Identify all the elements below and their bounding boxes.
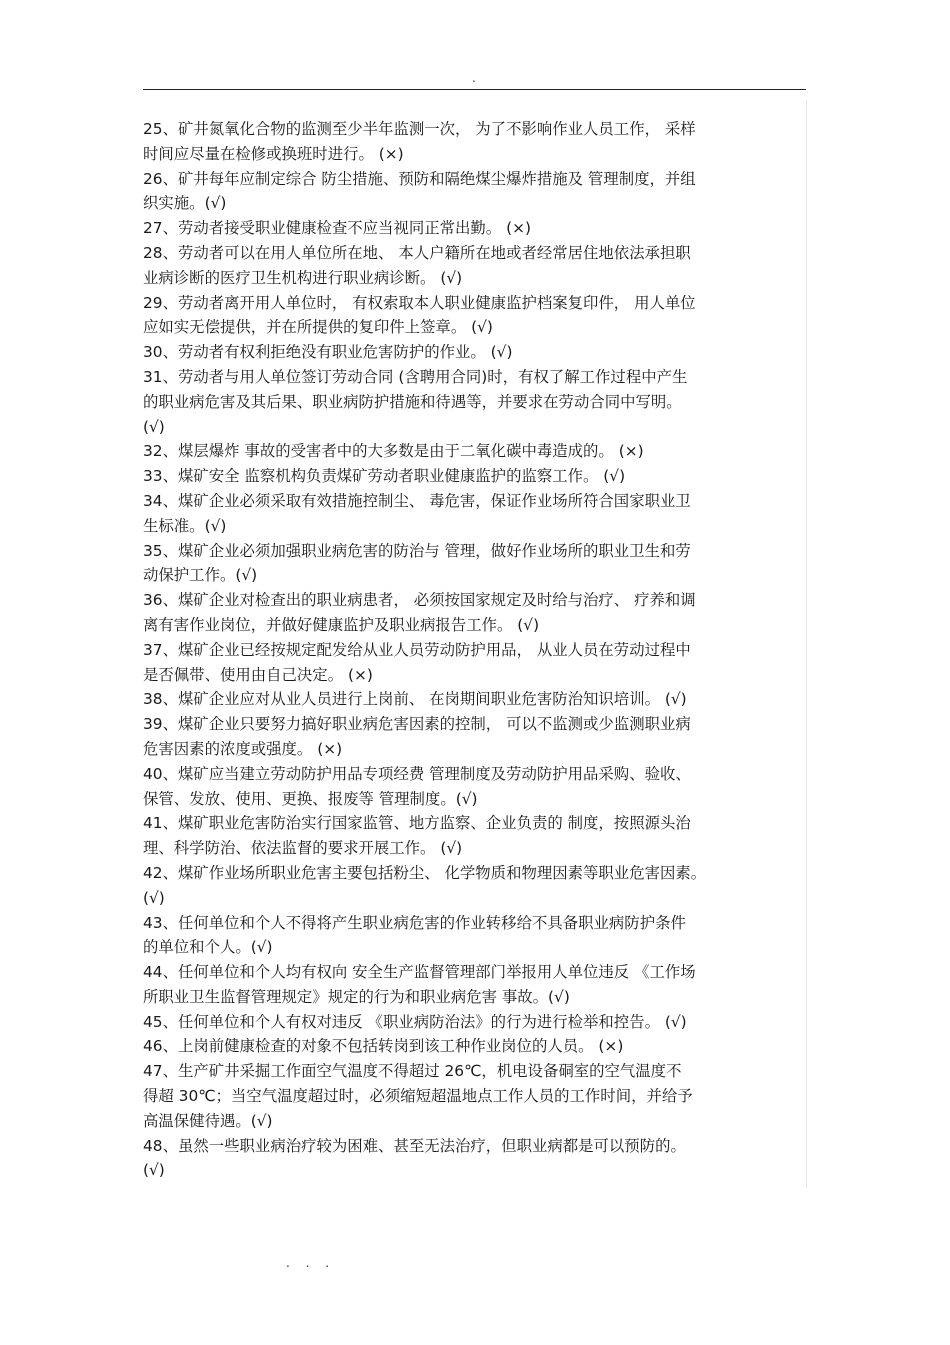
text-line: (√) bbox=[143, 417, 165, 436]
text-line: 30、劳动者有权利拒绝没有职业危害防护的作业。 (√) bbox=[143, 343, 513, 362]
text-line: 41、煤矿职业危害防治实行国家监管、地方监察、企业负责的 制度，按照源头治 bbox=[143, 814, 691, 833]
text-line: 得超 30℃；当空气温度超过时，必须缩短超温地点工作人员的工作时间，并给予 bbox=[143, 1087, 693, 1106]
text-line: 是否佩带、使用由自己决定。 (×) bbox=[143, 665, 373, 684]
text-line: 39、煤矿企业只要努力搞好职业病危害因素的控制， 可以不监测或少监测职业病 bbox=[143, 715, 691, 734]
text-line: 46、上岗前健康检查的对象不包括转岗到该工种作业岗位的人员。 (×) bbox=[143, 1037, 624, 1056]
text-line: 48、虽然一些职业病治疗较为困难、甚至无法治疗，但职业病都是可以预防的。 bbox=[143, 1136, 686, 1155]
text-line: 43、任何单位和个人不得将产生职业病危害的作业转移给不具备职业病防护条件 bbox=[143, 913, 686, 932]
text-line: 生标准。(√) bbox=[143, 516, 227, 535]
text-line: 高温保健待遇。(√) bbox=[143, 1111, 273, 1130]
text-line: (√) bbox=[143, 1161, 165, 1180]
text-line: 37、煤矿企业已经按规定配发给从业人员劳动防护用品， 从业人员在劳动过程中 bbox=[143, 640, 691, 659]
text-line: 44、任何单位和个人均有权向 安全生产监督管理部门举报用人单位违反 《工作场 bbox=[143, 963, 696, 982]
text-line: 时间应尽量在检修或换班时进行。 (×) bbox=[143, 144, 404, 163]
text-line: 45、任何单位和个人有权对违反 《职业病防治法》的行为进行检举和控告。 (√) bbox=[143, 1012, 687, 1031]
text-line: 34、煤矿企业必须采取有效措施控制尘、 毒危害，保证作业场所符合国家职业卫 bbox=[143, 491, 691, 510]
text-line: 28、劳动者可以在用人单位所在地、 本人户籍所在地或者经常居住地依法承担职 bbox=[143, 243, 691, 262]
text-line: (√) bbox=[143, 888, 165, 907]
text-line: 42、煤矿作业场所职业危害主要包括粉尘、 化学物质和物理因素等职业危害因素。 bbox=[143, 863, 707, 882]
text-line: 31、劳动者与用人单位签订劳动合同 (含聘用合同)时，有权了解工作过程中产生 bbox=[143, 367, 688, 386]
text-line: 离有害作业岗位，并做好健康监护及职业病报告工作。 (√) bbox=[143, 615, 540, 634]
text-line: 35、煤矿企业必须加强职业病危害的防治与 管理，做好作业场所的职业卫生和劳 bbox=[143, 541, 691, 560]
text-line: 40、煤矿应当建立劳动防护用品专项经费 管理制度及劳动防护用品采购、验收、 bbox=[143, 764, 691, 783]
text-line: 动保护工作。(√) bbox=[143, 566, 258, 585]
text-line: 26、矿井每年应制定综合 防尘措施、预防和隔绝煤尘爆炸措施及 管理制度，并组 bbox=[143, 169, 696, 188]
text-line: 理、科学防治、依法监督的要求开展工作。 (√) bbox=[143, 839, 463, 858]
text-line: 47、生产矿井采掘工作面空气温度不得超过 26℃，机电设备硐室的空气温度不 bbox=[143, 1062, 682, 1081]
text-line: 27、劳动者接受职业健康检查不应当视同正常出勤。 (×) bbox=[143, 219, 531, 238]
text-line: 织实施。(√) bbox=[143, 194, 227, 213]
text-line: 38、煤矿企业应对从业人员进行上岗前、 在岗期间职业危害防治知识培训。 (√) bbox=[143, 690, 687, 709]
text-line: 32、煤层爆炸 事故的受害者中的大多数是由于二氧化碳中毒造成的。 (×) bbox=[143, 442, 644, 461]
text-line: 25、矿井氮氧化合物的监测至少半年监测一次， 为了不影响作业人员工作， 采样 bbox=[143, 120, 696, 138]
document-body bbox=[143, 117, 805, 1183]
header-mark: . bbox=[472, 71, 476, 85]
text-line: 36、煤矿企业对检查出的职业病患者， 必须按国家规定及时给与治疗、 疗养和调 bbox=[143, 591, 696, 610]
footer-marks: . . . bbox=[286, 1256, 336, 1270]
text-line: 33、煤矿安全 监察机构负责煤矿劳动者职业健康监护的监察工作。 (√) bbox=[143, 467, 626, 486]
side-rule bbox=[806, 100, 807, 1188]
text-line: 危害因素的浓度或强度。 (×) bbox=[143, 739, 343, 758]
text-line: 业病诊断的医疗卫生机构进行职业病诊断。 (√) bbox=[143, 268, 463, 287]
header-rule bbox=[143, 89, 806, 90]
text-line: 29、劳动者离开用人单位时， 有权索取本人职业健康监护档案复印件， 用人单位 bbox=[143, 293, 696, 312]
text-line: 应如实无偿提供，并在所提供的复印件上签章。 (√) bbox=[143, 318, 493, 337]
text-line: 的职业病危害及其后果、职业病防护措施和待遇等，并要求在劳动合同中写明。 bbox=[143, 392, 682, 411]
text-line: 所职业卫生监督管理规定》规定的行为和职业病危害 事故。(√) bbox=[143, 987, 570, 1006]
text-line: 的单位和个人。(√) bbox=[143, 938, 273, 957]
text-line: 保管、发放、使用、更换、报废等 管理制度。(√) bbox=[143, 789, 478, 808]
